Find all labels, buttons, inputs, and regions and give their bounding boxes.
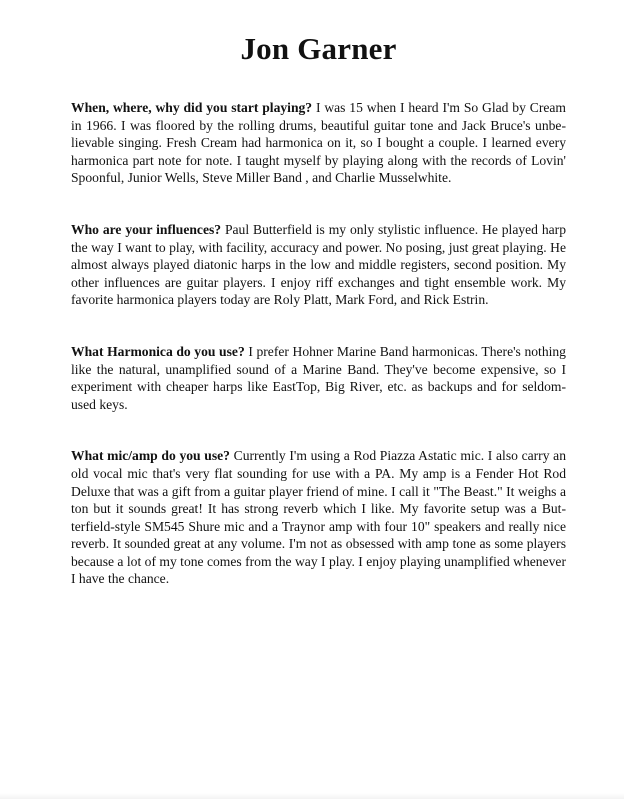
question-harmonica: What Harmonica do you use? [71,343,245,359]
answer-influences: Paul Butterfield is my only stylistic influence. He played harp the way I want to play, with facility, accuracy and power. No posing, just great playing. He almost always played diatonic harps in the low and middle registers, second position. My other influences are guitar players. I enjoy riff exchanges and tight ensemble work. My favorite harmonica players today are Roly Platt, Mark Ford, and Rick Estrin. [71,221,567,308]
answer-mic-amp: Currently I'm using a Rod Piazza Astatic mic. I also carry an old vocal mic that's very flat sounding for use with a PA. My amp is a Fender Hot Rod Deluxe that was a gift from a guitar player friend of mine. I call it "The Beast." It weighs a ton but it sounds great! It has strong reverb which I like. My favorite setup was a Butterfield-style SM545 Shure mic and a Traynor amp with four 10" speakers and really nice reverb. It sounded great at any volume. I'm not as obsessed with amp tone as some players because a lot of my tone comes from the way I play. I enjoy playing unamplified whenever I have the chance. [71,448,566,587]
question-influences: Who are your influences? [71,221,222,237]
question-mic-amp: What mic/amp do you use? [71,448,230,464]
interview-paragraph-mic-amp [71,447,566,588]
interview-paragraph-harmonica [71,343,566,413]
page-title: Jon Garner [240,31,397,66]
interview-paragraph-influences [71,221,566,309]
answer-start-playing: I was 15 when I heard I'm So Glad by Cream in 1966. I was floored by the rolling drums, beautiful guitar tone and Jack Bruce's unbelievable singing. Fresh Cream had harmonica on it, so I bought a couple. I learned every harmonica part note for note. I taught myself by playing along with the records of Lovin' Spoonful, Junior Wells, Steve Miller Band , and Charlie Musselwhite. [71,100,566,186]
answer-harmonica: I prefer Hohner Marine Band harmonicas. There's nothing like the natural, unamplified sound of a Marine Band. They've become expensive, so I experiment with cheaper harps like EastTop, Big River, etc. as backups and for seldom-used keys. [71,343,566,412]
page-bottom-edge [0,793,624,799]
interview-paragraph-start-playing [71,99,566,187]
question-start-playing: When, where, why did you start playing? [71,100,313,115]
